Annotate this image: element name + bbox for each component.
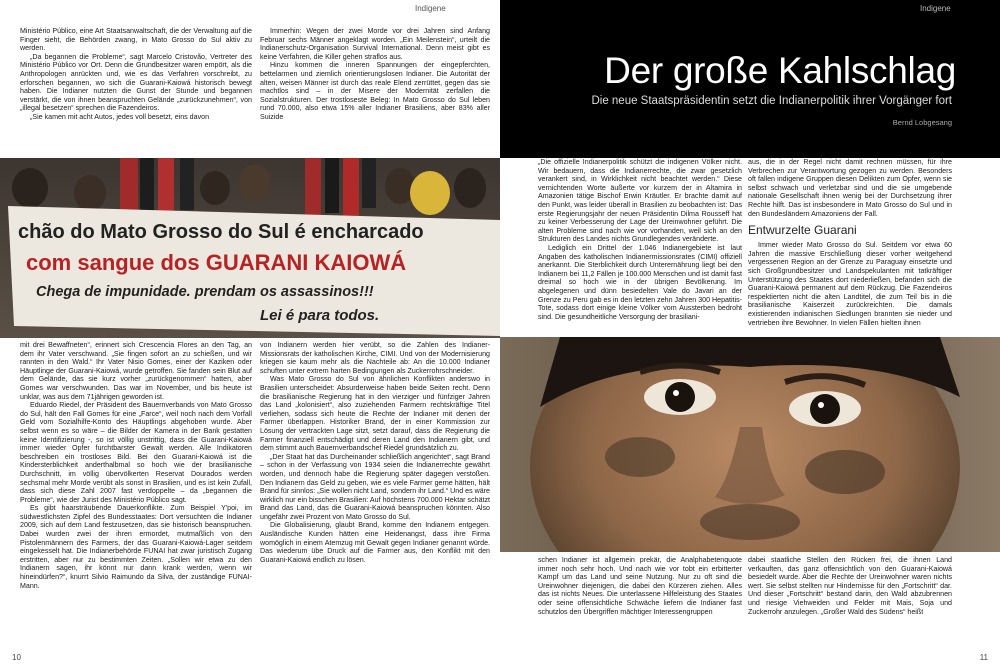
- protest-photo-graphic: [0, 158, 500, 338]
- paragraph: dabei staatliche Stellen den Rücken frei, die ihnen Land verkauften, das ganz offensichtlich von den Guarani-Kaiowá besiedelt wurde. Aber die Rechte der Ureinwohner waren nichts wert. Sie selbst stellten nur Hindernisse für den „Fortschritt“ dar. Und dieser „Fortschritt“ bestand darin, den Wald abzubrennen und riesige Viehweiden und Felder mit Mais, Soja und Zuckerrohr anzulegen. „Großer Wald des Südens“ heißt: [748, 556, 952, 616]
- page-number-left: 10: [12, 653, 21, 662]
- banner-line-4: Lei é para todos.: [260, 307, 380, 324]
- right-page: [500, 0, 1000, 668]
- paragraph: „Sie kamen mit acht Autos, jedes voll besetzt, eins davon: [30, 112, 210, 121]
- paragraph: von Indianern werden hier verübt, so die Zahlen des Indianer-Missionsrats der katholischen Kirche, CIMI. Und von der Modernisierung kriegen sie kaum mehr als die Nachteile ab: An die 10.000 Indianer schuften unter extrem harten Bedingungen als Zuckerrohrschneider.: [260, 341, 490, 375]
- left-bottom-column-1: [20, 341, 252, 650]
- author: Bernd Lobgesang: [892, 118, 952, 127]
- paragraph: Die Globalisierung, glaubt Brand, komme den Indianern entgegen. Ausländische Kunden hätten eine Heidenangst, dass ihre Firma womöglich in einem Atemzug mit Gewalt gegen Indianer genannt würde. Das wiederum übe Druck auf die Farmer aus, den Konflikt mit den Guarani-Kaiowá endlich zu lösen.: [260, 521, 490, 564]
- banner-line-2: com sangue dos GUARANI KAIOWÁ: [26, 250, 407, 275]
- paragraph: aus, die in der Regel nicht damit rechnen müssen, für ihre Verbrechen zur Verantwortung gezogen zu werden. Besonders oft fallen indigene Gruppen diesen Delikten zum Opfer, wenn sie selbst schwach und verletzbar sind und die sie umgebende nationale Gesellschaft ihnen wenig bei der Durchsetzung ihrer Rechte hilft. Das ist insbesondere in Mato Grosso do Sul und in den Bundesländern Amazoniens der Fall.: [748, 158, 952, 218]
- article-header: [500, 0, 1000, 158]
- paragraph: schen Indianer ist allgemein prekär, die Analphabetenquote immer noch sehr hoch. Und nach wie vor tobt ein erbitterter Kampf um das Land und seine Nutzung. Nur zu oft sind die Ureinwohner diejenigen, die dabei den Kürzeren ziehen. Alles das ist nichts Neues. Die unterlassene Hilfeleistung des Staates oder seine offensichtliche Schwäche liefern die Indianer fast schutzlos den Übergriffen mächtiger Interessengruppen: [538, 556, 742, 616]
- right-mid-column-2: [748, 158, 952, 332]
- left-top-column-2: [260, 27, 490, 154]
- left-top-column-1: [20, 27, 252, 154]
- paragraph: Eduardo Riedel, der Präsident des Bauernverbands von Mato Grosso do Sul, hält den Fall Gomes für eine „Farce“, weil noch nach dem Vorfall Geld vom Sozialhilfe-Konto des Häuptlings abgehoben wurde. Aber selbst wenn es so wäre – die Bilder der Kamera in der Bank gestatten keine Identifizierung -, so ist völlig unstrittig, dass die Guarani-Kaiowá immer wieder Opfer furchtbarster Gewalt werden. Alle Indikatoren beschreiben ein trostloses Bild. Bei den Guarani-Kaiowá ist die Kindersterblichkeit anderthalbmal so hoch wie der brasilianische Durchschnitt, im völlig übervölkerten Reservat Dourados werden sechsmal mehr Morde verübt als sonst in Brasilien, und es ist kein Zufall, dass sich diese Zahl 2007 fast verdoppelte – da „begannen die Probleme“, wie der Jurist des Ministério Público sagt.: [20, 401, 252, 504]
- paragraph: „Die offizielle Indianerpolitik schützt die indigenen Völker nicht. Wir bedauern, dass die Indianerrechte, die zwar gesetzlich verankert sind, in Wirklichkeit nicht beachtet werden.“ Diese vernichtenden Worte äußerte vor kurzem der in Altamira in Amazonien tätige Bischof Erwin Kräutler. Er brachte damit auf den Punkt, was leider überall in Brasilien zu beobachten ist: Das erste Regierungsjahr der neuen Präsidentin Dilma Rousseff hat zu keiner Verbesserung der Lage der Ureinwohner geführt. Die alten Probleme sind nach wie vor vorhanden, weil sich an den Strukturen des Landes nichts Grundlegendes veränderte.: [538, 158, 742, 244]
- right-bottom-column-1: [538, 556, 742, 652]
- subtitle: Die neue Staatspräsidentin setzt die Indianerpolitik ihrer Vorgänger fort: [591, 95, 952, 107]
- section-tag-right: Indigene: [920, 4, 951, 13]
- paragraph: Ministério Público, eine Art Staatsanwaltschaft, die der Verwaltung auf die Finger sieht, die Behörden zwang, in Mato Grosso do Sul aktiv zu werden.: [20, 27, 252, 53]
- paragraph: Hinzu kommen die inneren Spannungen der eingepferchten, bettelarmen und ziemlich orientierungslosen Indianer. Die Autorität der alten, weisen Männer ist durch das reale Elend zerrüttet, gegen das sie machtlos sind – in der Misere der Modernität zerfallen die Sozialstrukturen. Der trostloseste Beleg: In Mato Grosso do Sul leben rund 70.000, also etwa 15% aller Indianer Brasiliens, aber 83% aller Suizide: [260, 61, 490, 121]
- banner-line-1: chão do Mato Grosso do Sul é encharcado: [18, 221, 424, 243]
- paragraph: Immer wieder Mato Grosso do Sul. Seitdem vor etwa 60 Jahren die massive Erschließung dieser vorher weitgehend vergessenen Region an der Grenze zu Paraguay einsetzte und sich Großgrundbesitzer und Landspekulanten mit tatkräftiger Unterstützung des Staates dort niederließen, befanden sich die Guarani-Kaiowá permanent auf dem Rückzug. Die Fazendeiros respektierten nicht die alten Landtitel, die zum Teil bis in die brasilianische Kaiserzeit zurückreichten. Die damals existierenden indianischen Siedlungen brannten sie nieder und vertrieben ihre Bewohner. In vielen Fällen hielten ihnen: [748, 241, 952, 327]
- paragraph: Was Mato Grosso do Sul von ähnlichen Konflikten anderswo in Brasilien unterscheidet: Absurderweise haben beide Seiten recht. Denn die brasilianische Regierung hat in den vierziger und fünfziger Jahren das Land „kolonisiert“, also zuziehenden Farmern rechtskräftige Titel verliehen, sodass sich heute die Rechte der Indianer mit denen der Farmer überlappen. Historiker Brand, der in einer Kommission zur Lösung der vertrackten Lage sitzt, setzt darauf, dass die Regierung die Farmer finanziell entschädigt und deren Land den Indianern gibt, und dem stimmt auch Bauernverbandschef Riedel grundsätzlich zu.: [260, 375, 490, 453]
- banner-line-3: Chega de impunidade. prendam os assassinos!!!: [36, 284, 374, 300]
- left-bottom-column-2: [260, 341, 490, 650]
- page-number-right: 11: [979, 653, 988, 662]
- right-mid-column-1: [538, 158, 742, 332]
- child-portrait-photo: [500, 337, 1000, 552]
- section-tag-left: Indigene: [415, 4, 446, 13]
- paragraph: Immerhin: Wegen der zwei Morde vor drei Jahren sind Anfang Februar sechs Männer angeklagt worden. „Ein Meilenstein“, urteilt die Indianerschutz-Organisation Survival International. Denn meist gibt es keine Verfahren, die Killer gehen straflos aus.: [260, 27, 490, 61]
- paragraph: „Der Staat hat das Durcheinander schließlich angerichtet“, sagt Brand – schon in der Verfassung von 1934 seien die Indianerrechte gewährt worden, und dennoch habe die Regierung später dagegen verstoßen. Den Indianern das Geld zu geben, wie es viele Farmer gerne hätten, hält Brand für sinnlos: „Sie wollen nicht Land, sondern ihr Land.“ Und es wäre wirklich nur ein bisschen Brasilien: Auf höchstens 700.000 Hektar schätzt Brand das Land, das die Guarani-Kaiowá beanspruchen könnten. Also ungefähr zwei Prozent von Mato Grosso do Sul.: [260, 452, 490, 521]
- child-portrait-graphic: [500, 337, 1000, 552]
- paragraph: „Da begannen die Probleme“, sagt Marcelo Cristovão, Vertreter des Ministério Público vor Ort. Denn die Grundbesitzer waren empört, als die Anthropologen anrückten und, wie es das Verfahren vorschreibt, zu erforschen begannen, wo sich die Guarani-Kaiowá historisch bewegt haben. Die Indianer nutzten die Gunst der Stunde und begannen verstärkt, die von ihnen beanspruchten Gelände „zurückzunehmen“, von „illegal besetzen“ sprechen die Fazendeiros.: [20, 52, 252, 113]
- paragraph: Es gibt haarsträubende Dauerkonflikte. Zum Beispiel Y'poi, im südwestlichsten Zipfel des Bundesstaates: Dort versuchten die Indianer 2009, sich auf dem Land festzusetzen, das sie historisch beanspruchen. Dabei wurden zwei der ihren ermordet, mutmaßlich von den Pistolenmännern des Farmers, der das Guarani-Kaiowá-Lager seitdem eingekesselt hat. Die Indianerbehörde FUNAI hat zwar juristisch Zugang erstritten, aber nur zu bestimmten Zeiten. „Sollen wir etwa zu den Indianern sagen, ihr könnt nur dann krank werden, wenn wir hineindürfen?“, knurrt Silvio Raimundo da Silva, der zuständige FUNAI-Mann.: [20, 504, 252, 590]
- headline: Der große Kahlschlag: [604, 50, 956, 91]
- sub-heading: Entwurzelte Guarani: [748, 223, 857, 238]
- paragraph: Lediglich ein Drittel der 1.046 Indianergebiete ist laut Angaben des katholischen Indianermissionsrates (CIMI) offiziell anerkannt. Die Sterblichkeit durch Unterernährung liegt bei den Indianern bei 11,2 Fällen je 100.000 Menschen und ist damit fast dreimal so hoch wie in der übrigen Bevölkerung. Im abgelegenen und dünn besiedelten Vale do Javari an der Grenze zu Peru gab es in den letzten zehn Jahren 300 Hepatitis-Tote, sodass dort einige kleine Völker vom Aussterben bedroht sind. Die gesundheitliche Versorgung der brasiliani-: [538, 243, 742, 321]
- paragraph: mit drei Bewaffneten“, erinnert sich Crescencia Flores an den Tag, an dem ihr Vater verschwand. „Sie fingen sofort an zu schießen, und wir rannten in den Wald.“ Ihr Vater Nisio Gomes, einer der Kaziken oder Häuptlinge der Guarani-Kaiowá, wurde getroffen. Sie fanden sein Blut auf dem Gelände, das sie kurz vorher „zurückgenommen“ hatten, aber Gomes war verschwunden. Das war im November, und bis heute ist unklar, was aus dem 71jährigen geworden ist.: [20, 341, 252, 401]
- right-bottom-column-2: [748, 556, 952, 652]
- protest-photo: [0, 158, 500, 338]
